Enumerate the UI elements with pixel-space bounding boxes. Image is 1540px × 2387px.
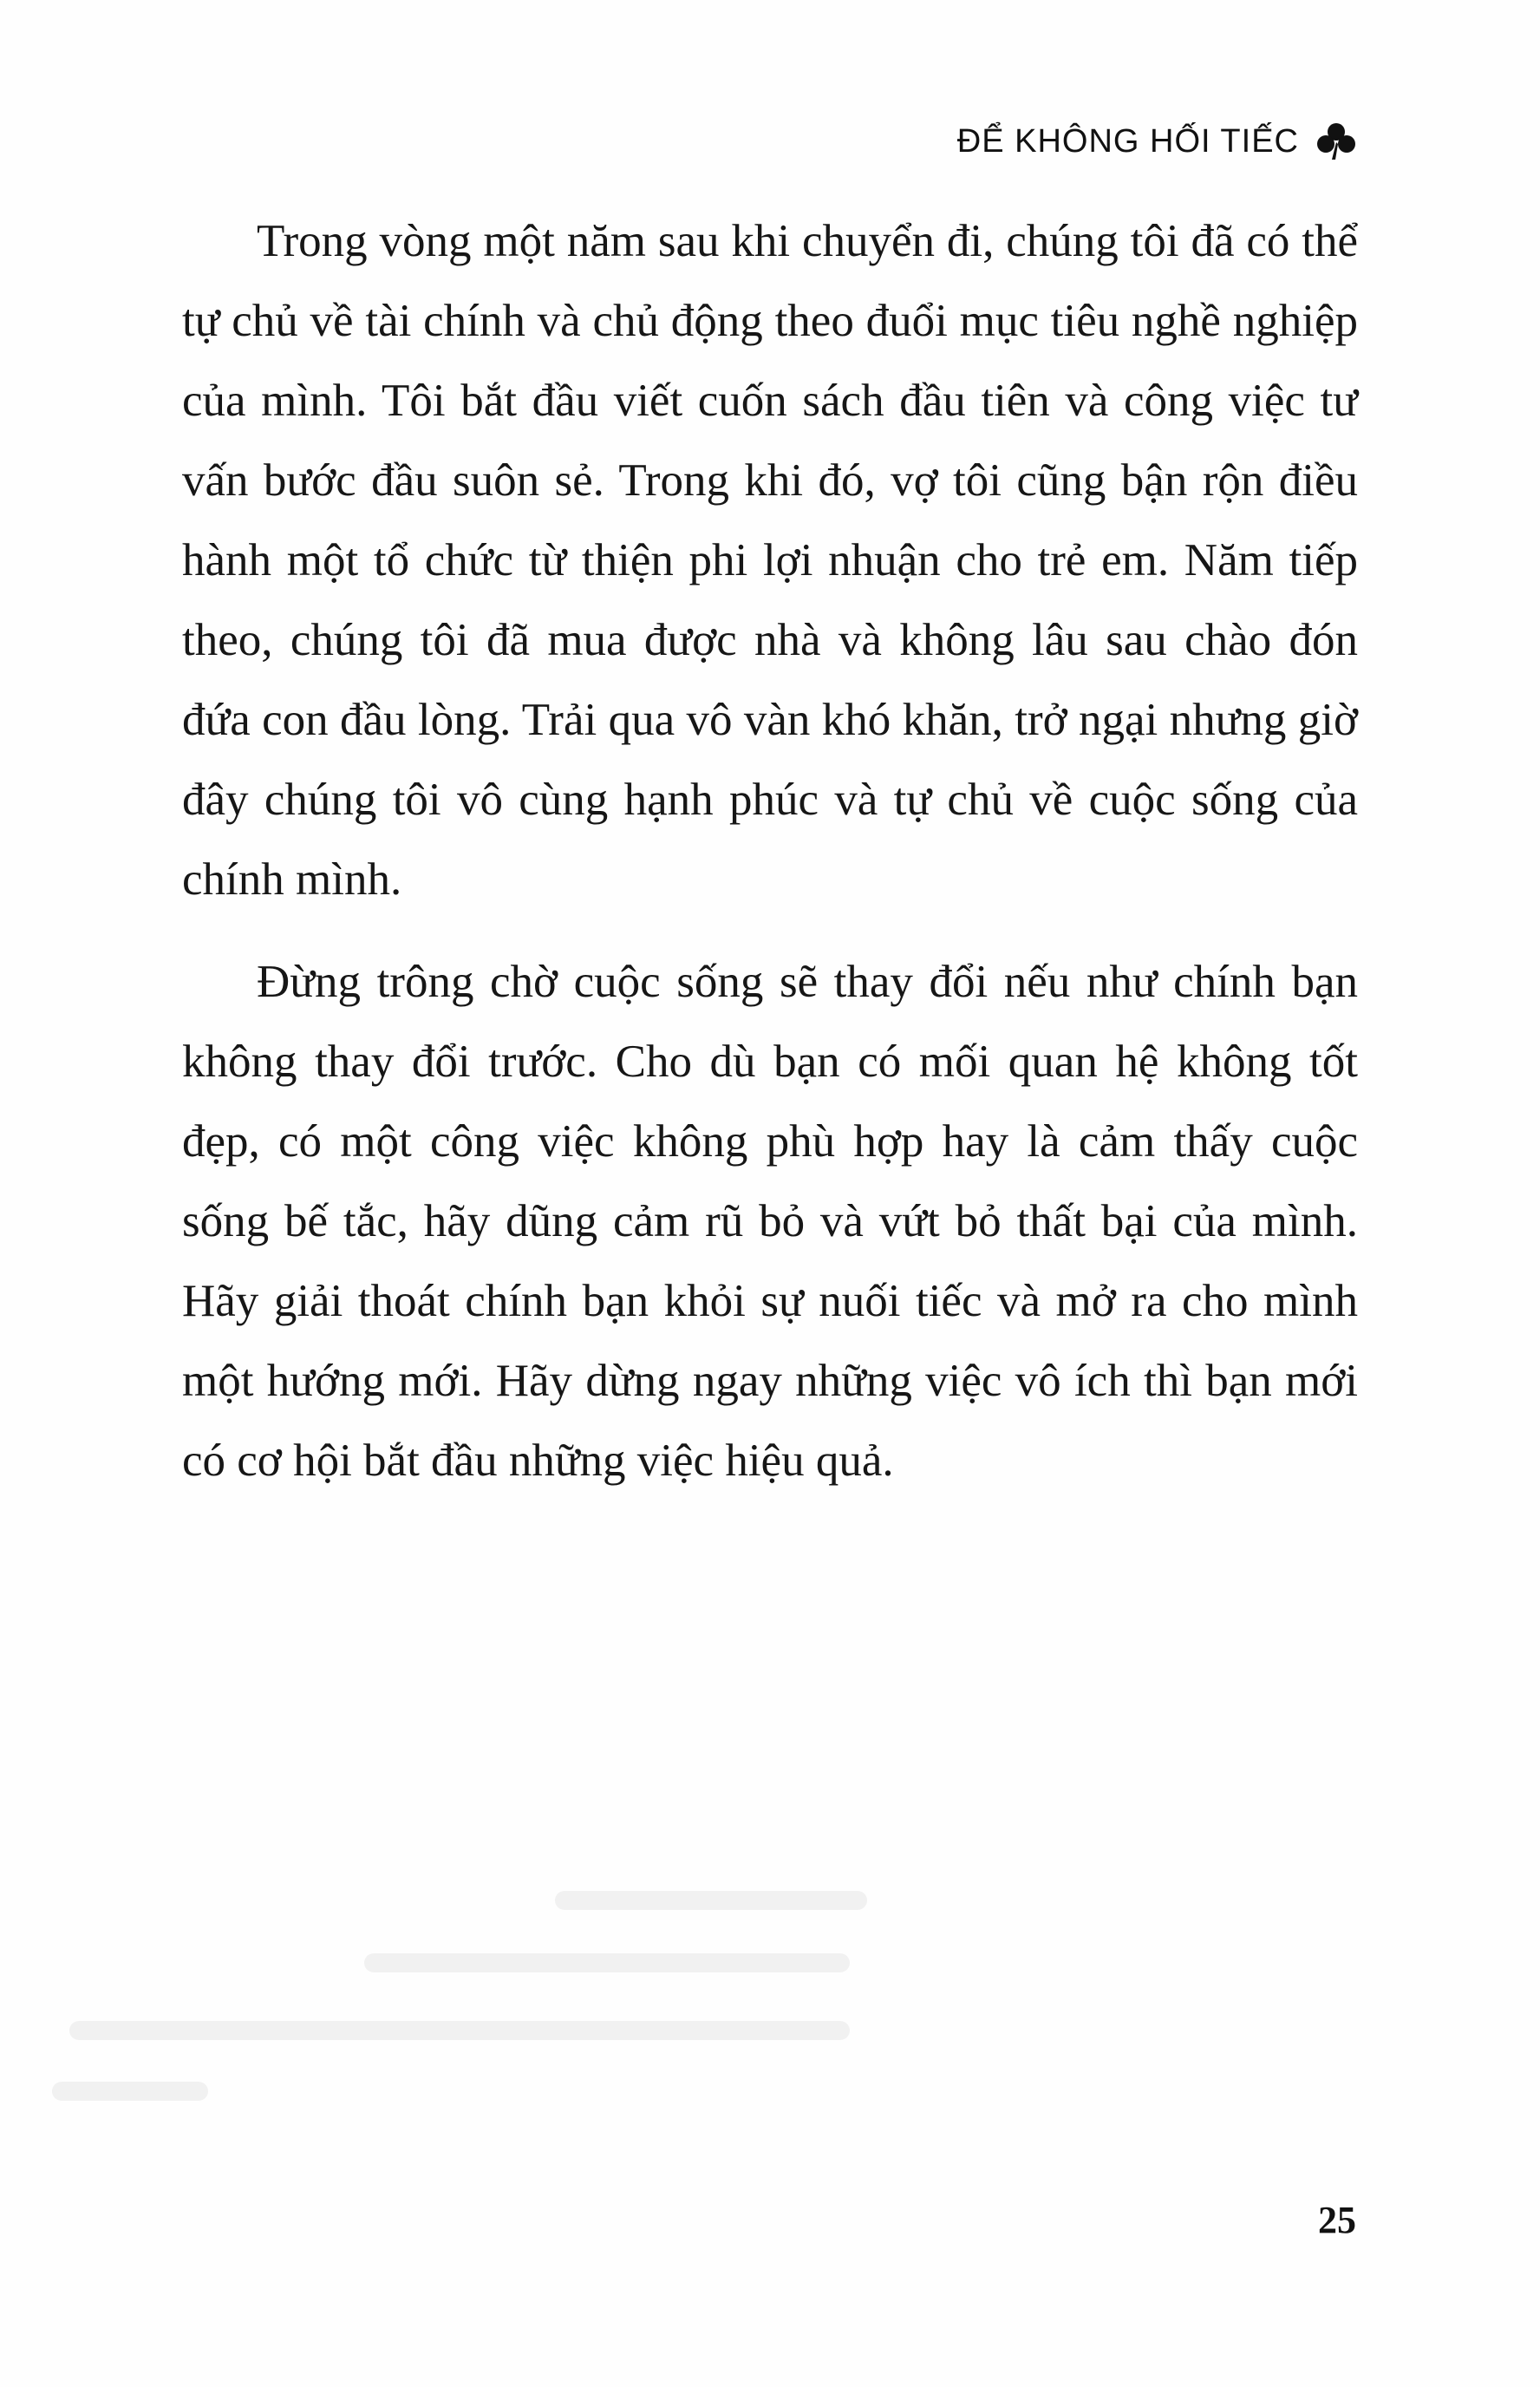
paragraph-1: Trong vòng một năm sau khi chuyển đi, chúng tôi đã có thể tự chủ về tài chính và chủ động theo đuổi mục tiêu nghề nghiệp của mình. Tôi bắt đầu viết cuốn sách đầu tiên và công việc tư vấn bước đầu suôn sẻ. Trong khi đó, vợ tôi cũng bận rộn điều hành một tổ chức từ thiện phi lợi nhuận cho trẻ em. Năm tiếp theo, chúng tôi đã mua được nhà và không lâu sau chào đón đứa con đầu lòng. Trải qua vô vàn khó khăn, trở ngại nhưng giờ đây chúng tôi vô cùng hạnh phúc và tự chủ về cuộc sống của chính mình. xyxy=(182,216,1358,905)
running-header xyxy=(957,120,1358,163)
paragraph-2: Đừng trông chờ cuộc sống sẽ thay đổi nếu như chính bạn không thay đổi trước. Cho dù bạn có mối quan hệ không tốt đẹp, có một công việc không phù hợp hay là cảm thấy cuộc sống bế tắc, hãy dũng cảm rũ bỏ và vứt bỏ thất bại của mình. Hãy giải thoát chính bạn khỏi sự nuối tiếc và mở ra cho mình một hướng mới. Hãy dừng ngay những việc vô ích thì bạn mới có cơ hội bắt đầu những việc hiệu quả. xyxy=(182,957,1358,1486)
clover-icon xyxy=(1315,121,1358,161)
body-text xyxy=(182,201,1358,1501)
show-through-bleed xyxy=(0,1891,1540,2186)
chapter-title: ĐỂ KHÔNG HỐI TIẾC xyxy=(956,122,1299,160)
page-number: 25 xyxy=(1318,2199,1356,2241)
